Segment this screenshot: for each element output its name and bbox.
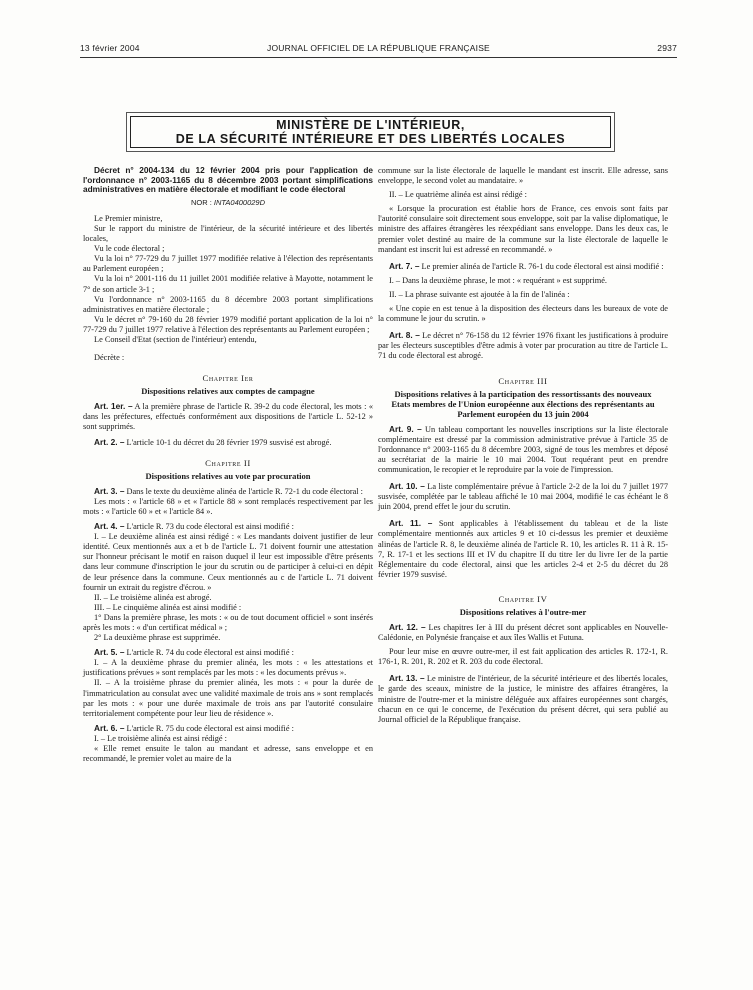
article-paragraph bbox=[378, 261, 668, 272]
article-text: L'article R. 74 du code électoral est ainsi modifié : bbox=[124, 648, 294, 658]
article-text: Dans le texte du deuxième alinéa de l'article R. 72-1 du code électoral : bbox=[124, 486, 363, 496]
article-paragraph bbox=[83, 437, 373, 448]
nor-reference bbox=[83, 198, 373, 208]
article-paragraph bbox=[378, 330, 668, 361]
preamble-line: Le Conseil d'Etat (section de l'intérieur) entendu, bbox=[94, 335, 257, 344]
article-subparagraph: « Elle remet ensuite le talon au mandant et adresse, sans enveloppe et en recommandé, le premier volet au maire de la bbox=[83, 744, 373, 764]
preamble-line: Sur le rapport du ministre de l'intérieur, de la sécurité intérieure et des libertés locales, bbox=[83, 223, 373, 244]
journal-title: JOURNAL OFFICIEL DE LA RÉPUBLIQUE FRANÇAISE bbox=[267, 43, 490, 53]
article-label: Art. 3. – bbox=[94, 485, 125, 496]
article-paragraph bbox=[83, 647, 373, 658]
article-text: A la première phrase de l'article R. 39-2 du code électoral, les mots : « dans les préfectures, effectués conformément aux dispositions de l'article L. 52-12 » sont supprimés. bbox=[83, 402, 373, 432]
chapter-title: Dispositions relatives aux comptes de campagne bbox=[141, 386, 315, 397]
article-text: L'article R. 75 du code électoral est ainsi modifié : bbox=[124, 723, 294, 733]
issue-date: 13 février 2004 bbox=[80, 43, 140, 53]
article-text: La liste complémentaire prévue à l'article 2-2 de la loi du 7 juillet 1977 susvisée, complétée par le tableau affiché le 10 mai 2004, modifié le cas échéant le 8 juin 2004, prend effet le jour du scrutin. bbox=[378, 482, 668, 512]
header-rule bbox=[80, 57, 677, 58]
article-subparagraph: « Une copie en est tenue à la disposition des électeurs dans les bureaux de vote de la commune le jour du scrutin. » bbox=[378, 304, 668, 324]
chapter-heading: Chapitre III bbox=[498, 375, 548, 386]
preamble-line: Le Premier ministre, bbox=[94, 213, 163, 223]
decree-title: Décret n° 2004-134 du 12 février 2004 pris pour l'application de l'ordonnance n° 2003-1165 du 8 décembre 2003 portant simplifications administratives en matière électorale et modifiant le code électoral bbox=[83, 165, 373, 195]
article-subparagraph: « Lorsque la procuration est établie hors de France, ces envois sont faits par l'autorité consulaire soit directement sous enveloppe, soit par la valise diplomatique, le ministre des affaires étrangères les réexpédiant sans enveloppe. Dans les deux cas, le premier volet destiné au maire de la commune sur la liste électorale de laquelle le mandant est inscrit lui est adressé en recommandé. » bbox=[378, 204, 668, 254]
article-paragraph bbox=[378, 622, 668, 643]
article-label: Art. 6. – bbox=[94, 722, 125, 733]
article-subparagraph: I. – Le deuxième alinéa est ainsi rédigé : « Les mandants doivent justifier de leur identité. Ceux mentionnés aux a et b de l'article L. 71 doivent fournir une attestation sur l'honneur précisant le motif en raison duquel il leur est impossible d'être présents dans leur commune d'inscription le jour du scrutin ou de participer à celui-ci en dépit de leur présence dans la commune. Ceux mentionnés au c de l'article L. 71 doivent fournir un extrait du registre d'écrou. » bbox=[83, 532, 373, 592]
article-label: Art. 10. – bbox=[389, 481, 425, 492]
article-text: L'article 10-1 du décret du 28 février 1979 susvisé est abrogé. bbox=[124, 437, 332, 447]
article-text: Le ministre de l'intérieur, de la sécurité intérieure et des libertés locales, le garde des sceaux, ministre de la justice, le ministre des affaires étrangères, la ministre de l'outre-mer et la ministre déléguée aux affaires européennes sont chargés, chacun en ce qui le concerne, de l'exécution du présent décret, qui sera publié au Journal officiel de la République française. bbox=[378, 674, 668, 724]
preamble-line: Vu le code électoral ; bbox=[94, 244, 165, 254]
decrete-line: Décrète : bbox=[94, 353, 125, 363]
continued-text: commune sur la liste électorale de laquelle le mandant est inscrit. Elle adresse, sans enveloppe, le second volet au mandataire. » bbox=[378, 166, 668, 186]
preamble-line: Vu l'ordonnance n° 2003-1165 du 8 décembre 2003 portant simplifications administratives en matière électorale ; bbox=[83, 294, 373, 314]
article-paragraph bbox=[378, 481, 668, 512]
article-paragraph bbox=[83, 401, 373, 432]
article-label: Art. 1er. – bbox=[94, 401, 133, 412]
page-header bbox=[80, 43, 677, 57]
chapter-heading: Chapitre II bbox=[205, 457, 251, 468]
article-label: Art. 2. – bbox=[94, 436, 125, 447]
chapter-title: Dispositions relatives à la participation des ressortissants des nouveaux Etats membres de l'Union européenne aux élections des représentants au Parlement européen du 13 juin 2004 bbox=[391, 388, 655, 419]
article-text: Le premier alinéa de l'article R. 76-1 du code électoral est ainsi modifié : bbox=[419, 261, 664, 271]
article-label: Art. 4. – bbox=[94, 521, 125, 532]
chapter-heading: Chapitre IV bbox=[498, 593, 548, 604]
article-label: Art. 5. – bbox=[94, 647, 125, 658]
chapter-title: Dispositions relatives à l'outre-mer bbox=[459, 607, 587, 617]
article-paragraph bbox=[378, 673, 668, 724]
chapter-title: Dispositions relatives au vote par procuration bbox=[145, 470, 311, 481]
article-paragraph bbox=[83, 521, 373, 532]
article-subparagraph: III. – Le cinquième alinéa est ainsi modifié : bbox=[94, 602, 242, 612]
preamble-line: Vu la loi n° 2001-116 du 11 juillet 2001 modifiée relative à Mayotte, notamment le 7° de son article 3-1 ; bbox=[83, 274, 373, 294]
article-paragraph bbox=[378, 424, 668, 475]
article-subparagraph: II. – La phrase suivante est ajoutée à la fin de l'alinéa : bbox=[389, 289, 570, 299]
article-subparagraph: I. – Le troisième alinéa est ainsi rédigé : bbox=[94, 733, 227, 743]
article-text: L'article R. 73 du code électoral est ainsi modifié : bbox=[124, 522, 294, 532]
ministry-box-inner bbox=[130, 116, 611, 148]
article-label: Art. 13. – bbox=[389, 673, 425, 684]
article-subparagraph: II. – Le quatrième alinéa est ainsi rédigé : bbox=[389, 190, 527, 200]
chapter-heading: Chapitre Ier bbox=[202, 373, 254, 384]
article-paragraph bbox=[378, 518, 668, 580]
article-label: Art. 11. – bbox=[389, 518, 433, 529]
article-text: Les chapitres Ier à III du présent décret sont applicables en Nouvelle-Calédonie, en Polynésie française et aux îles Wallis et Futuna. bbox=[378, 623, 668, 643]
article-label: Art. 9. – bbox=[389, 423, 422, 434]
article-label: Art. 8. – bbox=[389, 330, 420, 341]
article-subparagraph: II. – Le troisième alinéa est abrogé. bbox=[94, 592, 212, 602]
article-subparagraph: 2° La deuxième phrase est supprimée. bbox=[94, 633, 221, 643]
preamble-line: Vu la loi n° 77-729 du 7 juillet 1977 modifiée relative à l'élection des représentants au Parlement européen ; bbox=[83, 254, 373, 274]
nor-code: INTA0400029D bbox=[213, 197, 266, 207]
article-label: Art. 7. – bbox=[389, 260, 420, 271]
article-paragraph bbox=[83, 723, 373, 734]
article-paragraph bbox=[83, 486, 373, 497]
article-subparagraph: 1° Dans la première phrase, les mots : « ou de tout document officiel » sont insérés après les mots : « d'un certificat médical » ; bbox=[83, 612, 373, 632]
article-text: Le décret n° 76-158 du 12 février 1976 fixant les justifications à produire par les électeurs susceptibles d'être admis à voter par procuration au titre de l'article L. 71 du code électoral est abrogé. bbox=[378, 331, 669, 361]
preamble-line: Vu le décret n° 79-160 du 28 février 1979 modifié portant application de la loi n° 77-729 du 7 juillet 1977 relative à l'élection des représentants au Parlement européen ; bbox=[83, 314, 373, 334]
article-subparagraph: Pour leur mise en œuvre outre-mer, il est fait application des articles R. 172-1, R. 176-1, R. 201, R. 202 et R. 203 du code électoral. bbox=[378, 647, 668, 667]
ministry-line-2: DE LA SÉCURITÉ INTÉRIEURE ET DES LIBERTÉS LOCALES bbox=[175, 132, 566, 146]
left-column bbox=[83, 166, 373, 764]
page-number: 2937 bbox=[657, 43, 677, 53]
ministry-box bbox=[126, 112, 615, 152]
ministry-line-1: MINISTÈRE DE L'INTÉRIEUR, bbox=[276, 118, 465, 132]
article-subparagraph: Les mots : « l'article 68 » et « l'article 88 » sont remplacés respectivement par les mots : « l'article 60 » et « l'article 84 ». bbox=[83, 496, 373, 516]
article-subparagraph: II. – A la troisième phrase du premier alinéa, les mots : « pour la durée de l'immatriculation au consulat avec une validité maximale de trois ans » sont remplacés par les mots : « pour une durée maximale de trois ans par l'autorité consulaire territorialement compétente pour leur lieu de résidence ». bbox=[83, 678, 373, 718]
article-label: Art. 12. – bbox=[389, 622, 426, 632]
article-text: Sont applicables à l'établissement du tableau et de la liste complémentaire mentionnés aux articles 9 et 10 ci-dessus les premier et deuxième alinéas de l'article R. 8, le deuxième alinéa de l'article R. 10, les articles R. 11 à R. 15-7, R. 17-1 et les sections III et IV du chapitre II du titre Ier du livre Ier de la partie Réglementaire du code électoral, ainsi que les articles 2-4 et 2-5 du décret du 28 février 1979 susvisé. bbox=[378, 519, 668, 579]
article-text: Un tableau comportant les nouvelles inscriptions sur la liste électorale complémentaire est dressé par la commission administrative prévue à l'article 35 de l'ordonnance n° 2003-1165 du 8 décembre 2003, signé de tous les membres et déposé au secrétariat de la mairie le 10 mai 2004. Tout requérant peut en prendre communication, le recopier et le reproduire par la voie de l'impression. bbox=[378, 424, 668, 474]
nor-label: NOR : bbox=[190, 197, 214, 207]
article-subparagraph: I. – Dans la deuxième phrase, le mot : « requérant » est supprimé. bbox=[389, 275, 607, 285]
article-subparagraph: I. – A la deuxième phrase du premier alinéa, les mots : « les attestations et justifications prévues » sont remplacés par les mots : « les documents prévus ». bbox=[83, 658, 373, 678]
right-column bbox=[378, 166, 668, 725]
